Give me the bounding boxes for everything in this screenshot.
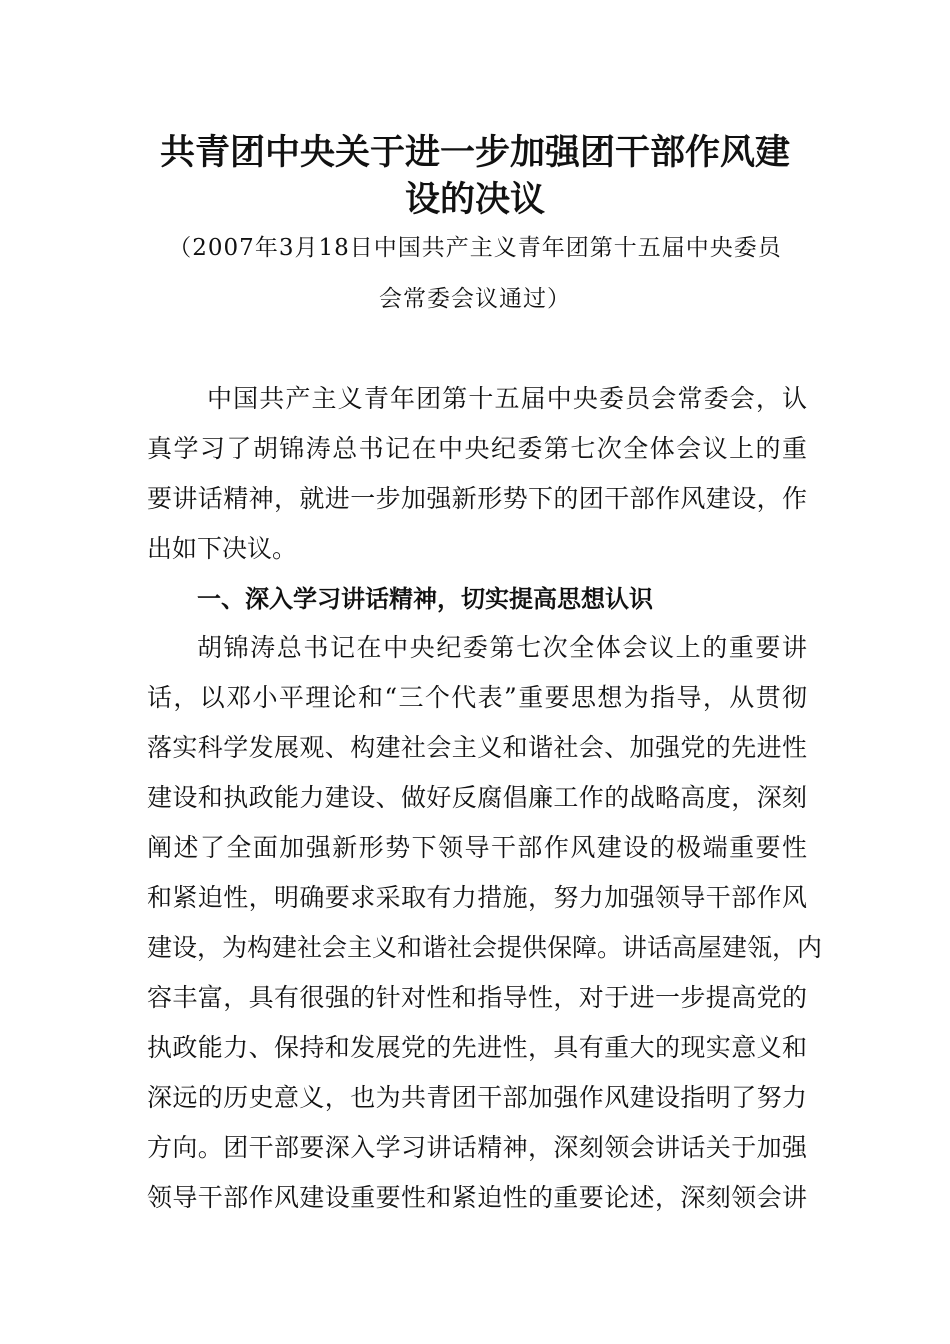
section-paragraph-line: 落实科学发展观、构建社会主义和谐社会、加强党的先进性: [147, 733, 807, 762]
section-heading: 一、深入学习讲话精神，切实提高思想认识: [197, 585, 653, 613]
document-title-line-1: 共青团中央关于进一步加强团干部作风建: [159, 133, 790, 173]
section-paragraph-line: 胡锦涛总书记在中央纪委第七次全体会议上的重要讲: [197, 633, 807, 662]
section-paragraph-line: 方向。团干部要深入学习讲话精神，深刻领会讲话关于加强: [147, 1133, 807, 1162]
section-paragraph-line: 领导干部作风建设重要性和紧迫性的重要论述，深刻领会讲: [147, 1183, 807, 1212]
document-title-line-2: 设的决议: [404, 180, 545, 220]
section-paragraph-line: 建设和执政能力建设、做好反腐倡廉工作的战略高度，深刻: [147, 783, 807, 812]
document-subtitle-line-1: （2007年3月18日中国共产主义青年团第十五届中央委员: [168, 235, 782, 261]
section-paragraph-line: 和紧迫性，明确要求采取有力措施，努力加强领导干部作风: [147, 883, 807, 912]
section-paragraph-line: 阐述了全面加强新形势下领导干部作风建设的极端重要性: [147, 833, 807, 862]
intro-paragraph-line: 出如下决议。: [147, 534, 298, 563]
section-paragraph-line: 建设，为构建社会主义和谐社会提供保障。讲话高屋建瓴，内: [147, 933, 823, 962]
document-subtitle-line-2: 会常委会议通过）: [379, 286, 571, 312]
section-paragraph-line: 深远的历史意义，也为共青团干部加强作风建设指明了努力: [147, 1083, 807, 1112]
intro-paragraph-line: 真学习了胡锦涛总书记在中央纪委第七次全体会议上的重: [147, 434, 807, 463]
section-paragraph-line: 话，以邓小平理论和“三个代表”重要思想为指导，从贯彻: [147, 683, 807, 712]
intro-paragraph-line: 要讲话精神，就进一步加强新形势下的团干部作风建设，作: [147, 484, 807, 513]
section-paragraph-line: 执政能力、保持和发展党的先进性，具有重大的现实意义和: [147, 1033, 807, 1062]
section-paragraph-line: 容丰富，具有很强的针对性和指导性，对于进一步提高党的: [147, 983, 807, 1012]
intro-paragraph-line: 中国共产主义青年团第十五届中央委员会常委会，认: [207, 384, 807, 413]
